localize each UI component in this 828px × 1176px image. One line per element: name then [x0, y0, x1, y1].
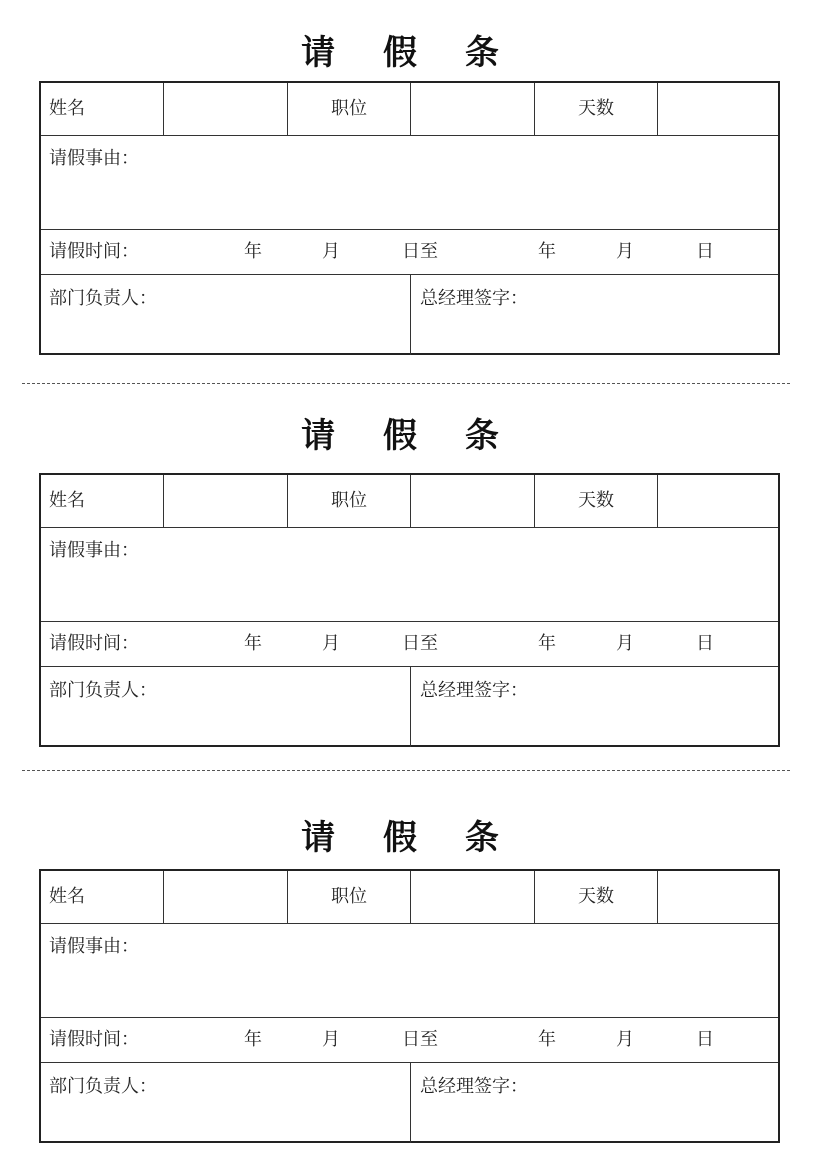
reason-label: 请假事由： — [49, 148, 139, 169]
col-divider — [410, 1062, 411, 1143]
gm-sign-label: 总经理签字： — [420, 680, 528, 701]
reason-label: 请假事由： — [49, 540, 139, 561]
name-label: 姓名 — [49, 98, 85, 119]
day-to-label: 日至 — [402, 241, 438, 262]
day-label: 日 — [696, 241, 714, 262]
position-value-field[interactable] — [411, 475, 533, 527]
gm-sign-label: 总经理签字： — [420, 288, 528, 309]
time-label: 请假时间： — [49, 633, 139, 654]
days-label: 天数 — [578, 98, 614, 119]
col-divider — [410, 274, 411, 355]
day-label: 日 — [696, 1029, 714, 1050]
name-value-field[interactable] — [164, 475, 286, 527]
month-label: 月 — [322, 1029, 340, 1050]
position-value-field[interactable] — [411, 871, 533, 923]
day-label: 日 — [696, 633, 714, 654]
position-value-field[interactable] — [411, 83, 533, 135]
position-label: 职位 — [331, 886, 367, 907]
time-label: 请假时间： — [49, 241, 139, 262]
slip-title: 请 假 条 — [301, 416, 517, 456]
reason-label: 请假事由： — [49, 936, 139, 957]
month-label: 月 — [616, 241, 634, 262]
name-value-field[interactable] — [164, 871, 286, 923]
row-divider — [41, 135, 778, 136]
month-label: 月 — [616, 633, 634, 654]
days-value-field[interactable] — [658, 475, 778, 527]
name-label: 姓名 — [49, 490, 85, 511]
days-label: 天数 — [578, 886, 614, 907]
cut-line — [22, 770, 790, 771]
position-label: 职位 — [331, 98, 367, 119]
leave-form — [39, 473, 780, 747]
position-label: 职位 — [331, 490, 367, 511]
year-label: 年 — [538, 241, 556, 262]
days-value-field[interactable] — [658, 871, 778, 923]
year-label: 年 — [538, 1029, 556, 1050]
cut-line — [22, 383, 790, 384]
month-label: 月 — [616, 1029, 634, 1050]
row-divider — [41, 621, 778, 622]
days-value-field[interactable] — [658, 83, 778, 135]
month-label: 月 — [322, 633, 340, 654]
row-divider — [41, 923, 778, 924]
year-label: 年 — [538, 633, 556, 654]
row-divider — [41, 229, 778, 230]
leave-form — [39, 81, 780, 355]
time-label: 请假时间： — [49, 1029, 139, 1050]
slip-title: 请 假 条 — [301, 33, 517, 73]
row-divider — [41, 527, 778, 528]
year-label: 年 — [244, 241, 262, 262]
dept-head-label: 部门负责人： — [49, 1076, 157, 1097]
row-divider — [41, 1017, 778, 1018]
month-label: 月 — [322, 241, 340, 262]
name-value-field[interactable] — [164, 83, 286, 135]
slip-title: 请 假 条 — [301, 818, 517, 858]
day-to-label: 日至 — [402, 633, 438, 654]
year-label: 年 — [244, 633, 262, 654]
day-to-label: 日至 — [402, 1029, 438, 1050]
dept-head-label: 部门负责人： — [49, 680, 157, 701]
days-label: 天数 — [578, 490, 614, 511]
gm-sign-label: 总经理签字： — [420, 1076, 528, 1097]
leave-form — [39, 869, 780, 1143]
dept-head-label: 部门负责人： — [49, 288, 157, 309]
year-label: 年 — [244, 1029, 262, 1050]
name-label: 姓名 — [49, 886, 85, 907]
col-divider — [410, 666, 411, 747]
